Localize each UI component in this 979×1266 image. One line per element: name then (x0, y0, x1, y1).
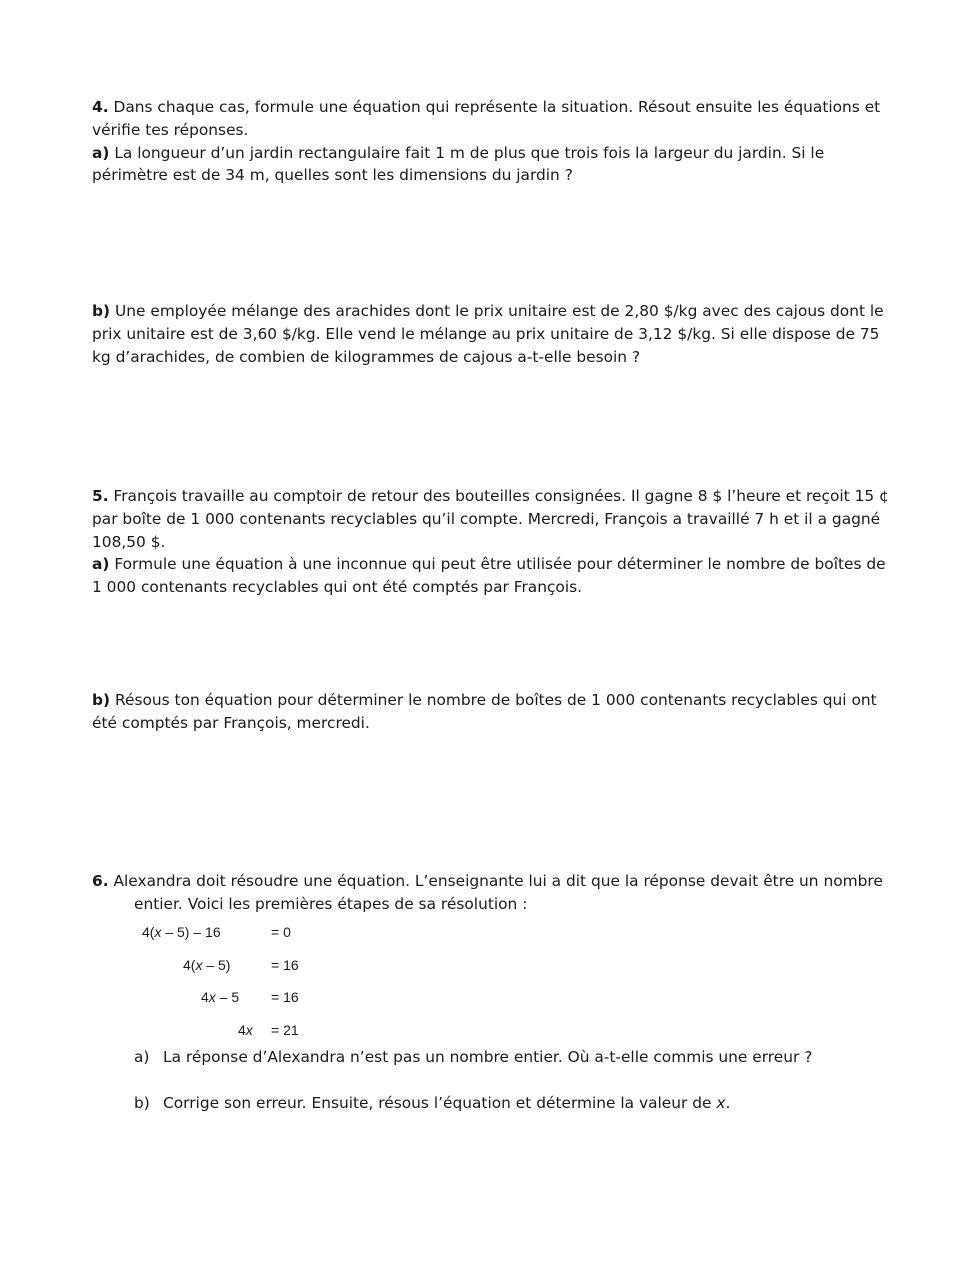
question-6a (134, 1046, 894, 1069)
question-4a-label: a) (92, 143, 110, 162)
question-4b (92, 300, 892, 368)
question-4a-text: La longueur d’un jardin rectangulaire fait 1 m de plus que trois fois la largeur du jardin. Si le périmètre est de 34 m, quelles sont les dimensions du jardin ? (92, 143, 825, 185)
question-6-intro-text: Alexandra doit résoudre une équation. L’enseignante lui a dit que la réponse devait être un nombre entier. Voici les premières étapes de sa résolution : (113, 872, 883, 913)
question-6b (134, 1092, 894, 1115)
question-5-intro-text: François travaille au comptoir de retour des bouteilles consignées. Il gagne 8 $ l’heure et reçoit 15 ¢ par boîte de 1 000 contenants recyclables qu’il compte. Mercredi, François a travaillé 7 h et il a gagné 108,50 $. (92, 487, 889, 551)
question-5-number: 5. (92, 487, 109, 505)
equation-step-1-right: = 0 (271, 924, 291, 940)
question-5b-label: b) (92, 691, 111, 709)
equation-step-4-right: = 21 (271, 1022, 299, 1038)
question-4-number: 4. (92, 98, 109, 116)
equation-step-3-right: = 16 (271, 989, 299, 1005)
equation-step-1-left: 4(x – 5) – 16 (142, 924, 221, 940)
question-5a-label: a) (92, 555, 110, 574)
equation-step-4-left: 4x (238, 1022, 253, 1038)
question-6-number: 6. (92, 872, 109, 890)
question-4b-text: Une employée mélange des arachides dont le prix unitaire est de 2,80 $/kg avec des cajous dont le prix unitaire est de 3,60 $/kg. Elle vend le mélange au prix unitaire de 3,12 $/kg. Si elle dispose de 75 kg d’arachides, de combien de kilogrammes de cajous a-t-elle besoin ? (92, 302, 884, 366)
question-5a-text: Formule une équation à une inconnue qui peut être utilisée pour déterminer le nombre de boîtes de 1 000 contenants recyclables qui ont été comptés par François. (92, 555, 886, 597)
question-5b (92, 689, 892, 735)
question-4b-label: b) (92, 302, 111, 320)
question-6b-variable: x (716, 1094, 726, 1112)
equation-step-2-left: 4(x – 5) (183, 957, 231, 973)
question-6b-end: . (725, 1094, 731, 1112)
question-5-intro (92, 485, 892, 599)
question-6b-text: Corrige son erreur. Ensuite, résous l’équation et détermine la valeur de (163, 1094, 717, 1112)
question-5b-text: Résous ton équation pour déterminer le nombre de boîtes de 1 000 contenants recyclables qui ont été comptés par François, mercredi. (92, 691, 877, 732)
question-6-intro (92, 870, 894, 916)
question-6a-label: a) (134, 1048, 150, 1066)
question-4-intro-text: Dans chaque cas, formule une équation qui représente la situation. Résout ensuite les équations et vérifie tes réponses. (92, 98, 881, 139)
question-6b-label: b) (134, 1094, 150, 1112)
equation-step-2-right: = 16 (271, 957, 299, 973)
equation-step-3-left: 4x – 5 (201, 989, 240, 1005)
question-4-intro (92, 96, 892, 187)
question-6a-text: La réponse d’Alexandra n’est pas un nombre entier. Où a-t-elle commis une erreur ? (163, 1048, 813, 1066)
